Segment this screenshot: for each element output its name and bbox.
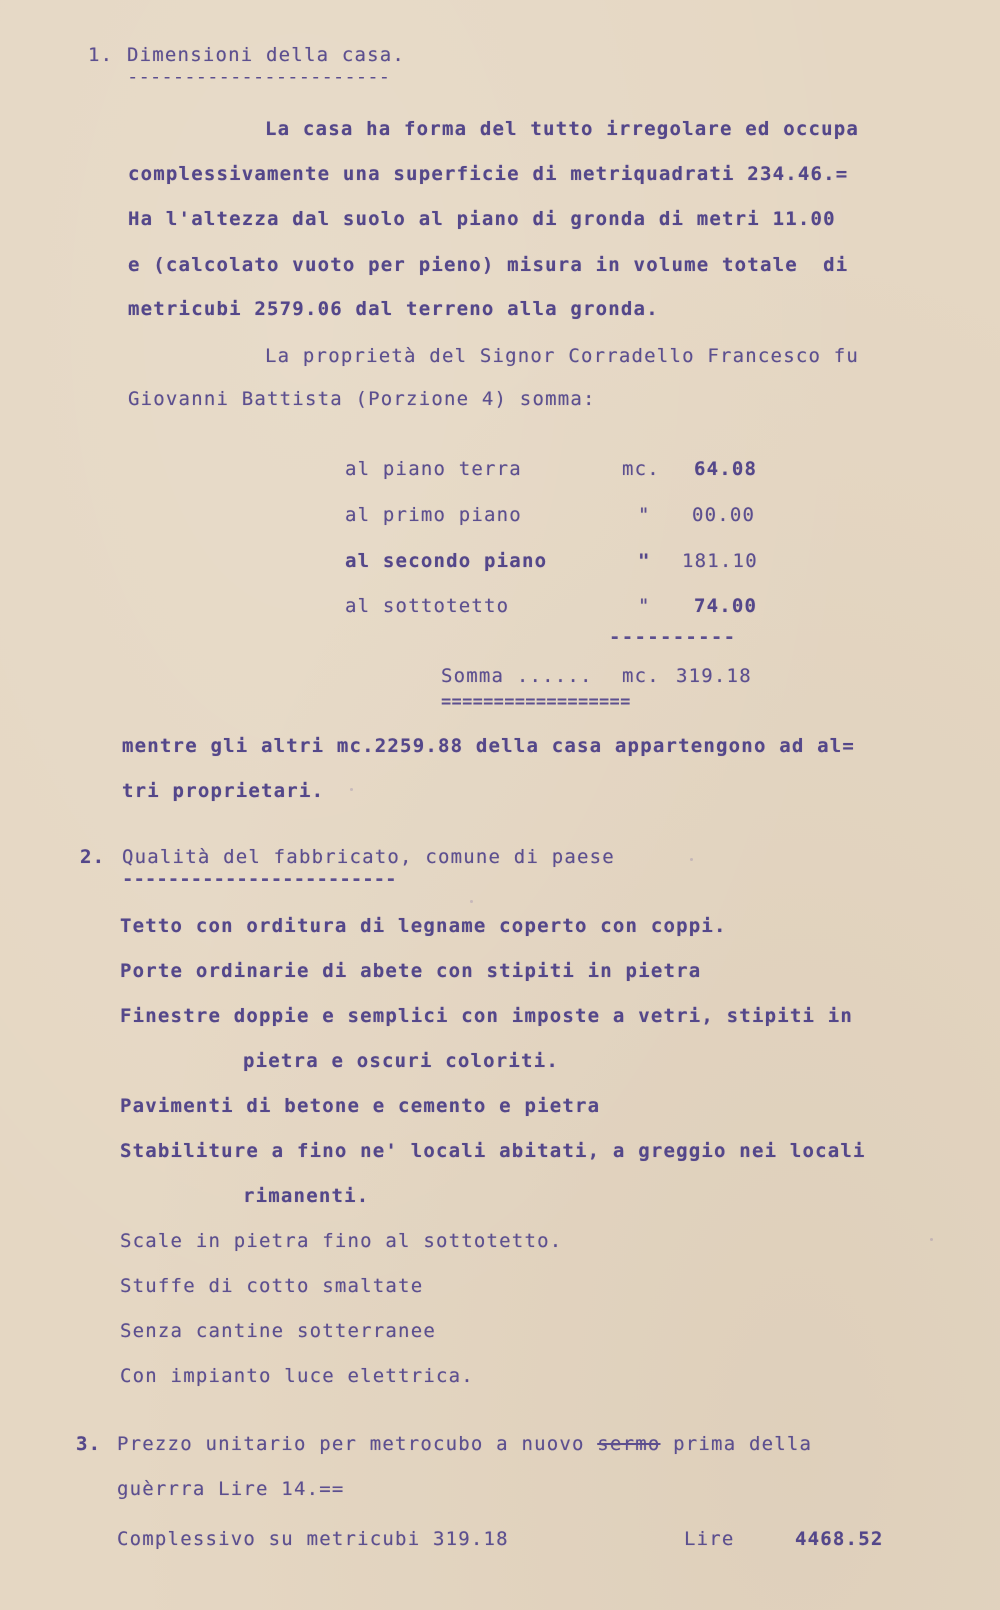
section-1-heading: Dimensioni della casa. — [127, 44, 406, 66]
volume-row-value: 74.00 — [694, 595, 758, 617]
section-1-number: 1. — [88, 44, 114, 66]
section-3-struck-word: sermo — [597, 1433, 661, 1455]
quality-item: Finestre doppie e semplici con imposte a vetri, stipiti in — [120, 1005, 854, 1027]
section-1-paragraph-line: complessivamente una superficie di metriquadrati 234.46.= — [128, 163, 849, 185]
section-1-paragraph-line: La casa ha forma del tutto irregolare ed occupa — [265, 118, 860, 140]
volume-total-double-rule: ================== — [441, 692, 631, 712]
volume-row-unit: " — [638, 504, 651, 526]
section-1-paragraph2-line: La proprietà del Signor Corradello Francesco fu — [265, 345, 860, 367]
section-1-paragraph3-line: tri proprietari. — [122, 780, 325, 802]
quality-item-continuation: pietra e oscuri coloriti. — [243, 1050, 559, 1072]
quality-item: Scale in pietra fino al sottotetto. — [120, 1230, 563, 1252]
section-3-number: 3. — [76, 1433, 102, 1455]
section-1-paragraph-line: Ha l'altezza dal suolo al piano di gronda di metri 11.00 — [128, 208, 836, 230]
section-1-paragraph-line: metricubi 2579.06 dal terreno alla gronda. — [128, 298, 659, 320]
volume-row-value: 00.00 — [692, 504, 756, 526]
volume-sum-rule: ---------- — [609, 626, 737, 648]
paper-speck — [350, 788, 353, 791]
volume-row-label: al secondo piano — [345, 550, 548, 572]
quality-item: Stabiliture a fino ne' locali abitati, a greggio nei locali — [120, 1140, 866, 1162]
quality-item: Tetto con orditura di legname coperto con coppi. — [120, 915, 727, 937]
section-3-currency: Lire — [684, 1528, 735, 1550]
volume-row-unit: " — [638, 595, 651, 617]
section-3-line1 — [117, 1435, 812, 1454]
quality-item: Porte ordinarie di abete con stipiti in pietra — [120, 960, 702, 982]
section-1-paragraph-line: e (calcolato vuoto per pieno) misura in volume totale di — [128, 254, 849, 276]
section-3-total-label: Complessivo su metricubi 319.18 — [117, 1528, 509, 1550]
volume-total-value: 319.18 — [676, 665, 752, 687]
quality-item-continuation: rimanenti. — [243, 1185, 370, 1207]
section-3-line1-text: Prezzo unitario per metrocubo a nuovo — [117, 1433, 585, 1455]
quality-item: Senza cantine sotterranee — [120, 1320, 436, 1342]
section-3-line1-tail: prima della — [673, 1433, 813, 1455]
section-2-underline: ------------------------ — [122, 868, 397, 890]
section-2-number: 2. — [80, 846, 106, 868]
volume-total-unit: mc. — [622, 665, 660, 687]
volume-row-value: 181.10 — [682, 550, 758, 572]
section-2-heading: Qualità del fabbricato, comune di paese — [122, 846, 615, 868]
volume-row-unit: mc. — [622, 458, 660, 480]
quality-item: Pavimenti di betone e cemento e pietra — [120, 1095, 601, 1117]
volume-row-label: al primo piano — [345, 504, 522, 526]
quality-item: Con impianto luce elettrica. — [120, 1365, 474, 1387]
section-3-amount: 4468.52 — [795, 1528, 884, 1550]
volume-row-label: al piano terra — [345, 458, 522, 480]
paper-speck — [690, 858, 693, 861]
paper-speck — [470, 900, 473, 903]
section-3-line2: guèrrra Lire 14.== — [117, 1478, 345, 1500]
paper-speck — [930, 1238, 933, 1241]
volume-row-label: al sottotetto — [345, 595, 510, 617]
volume-row-value: 64.08 — [694, 458, 758, 480]
section-1-underline: ----------------------- — [127, 66, 391, 88]
volume-row-unit: " — [638, 550, 651, 572]
quality-item: Stuffe di cotto smaltate — [120, 1275, 424, 1297]
volume-total-label: Somma ...... — [441, 665, 593, 687]
section-1-paragraph3-line: mentre gli altri mc.2259.88 della casa appartengono ad al= — [122, 735, 856, 757]
section-1-paragraph2-line: Giovanni Battista (Porzione 4) somma: — [128, 388, 596, 410]
